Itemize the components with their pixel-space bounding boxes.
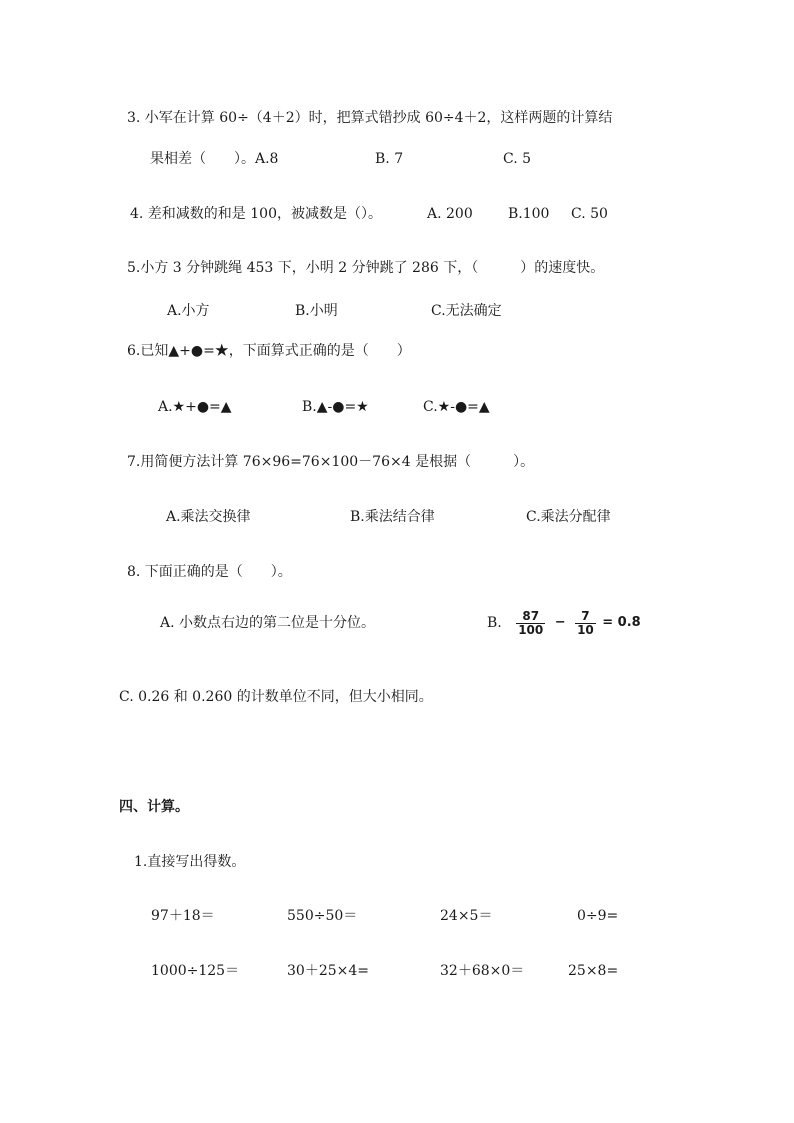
- section-heading: 四、计算。: [119, 799, 189, 815]
- fraction-7-10: [575, 610, 596, 637]
- q7-stem: 7.用简便方法计算 76×96=76×100－76×4 是根据（ ）。: [127, 454, 535, 470]
- fraction-numerator: 7: [575, 610, 596, 624]
- q6-option-a: A.★+●=▲: [158, 399, 232, 415]
- equation-result: = 0.8: [602, 615, 641, 630]
- q6-option-c: C.★-●=▲: [423, 399, 490, 415]
- q3-option-b: B. 7: [375, 151, 404, 167]
- fraction-denominator: 10: [577, 622, 594, 637]
- q5-stem: 5.小方 3 分钟跳绳 453 下，小明 2 分钟跳了 286 下，（ ）的速度快。: [127, 260, 605, 276]
- q8-option-a: A. 小数点右边的第二位是十分位。: [160, 615, 376, 631]
- calc-item: 550÷50＝: [287, 908, 358, 924]
- fraction-87-100: [516, 610, 545, 637]
- q4-option-c: C. 50: [571, 206, 608, 222]
- q3-line1: 3. 小军在计算 60÷（4＋2）时，把算式错抄成 60÷4＋2，这样两题的计算结: [127, 110, 613, 126]
- q4-option-b: B.100: [508, 206, 550, 222]
- calc-item: 32＋68×0＝: [440, 963, 525, 979]
- fraction-denominator: 100: [518, 622, 544, 637]
- q8-option-b-label: B.: [487, 615, 502, 631]
- calc-item: 24×5＝: [440, 908, 493, 924]
- calc-item: 0÷9=: [577, 908, 619, 924]
- calc-item: 97＋18＝: [151, 908, 215, 924]
- fraction-numerator: 87: [516, 610, 545, 624]
- q5-option-c: C.无法确定: [431, 303, 502, 319]
- q8-option-b: [487, 606, 641, 640]
- q5-option-a: A.小方: [167, 303, 210, 319]
- q6-option-b: B.▲-●=★: [302, 399, 369, 415]
- calc-item: 25×8=: [568, 963, 619, 979]
- q7-option-c: C.乘法分配律: [526, 509, 611, 525]
- q4-option-a: A. 200: [427, 206, 473, 222]
- calc-item: 30＋25×4=: [287, 963, 369, 979]
- calc-item: 1000÷125＝: [151, 963, 240, 979]
- q8-option-c: C. 0.26 和 0.260 的计数单位不同，但大小相同。: [119, 689, 433, 705]
- q7-option-b: B.乘法结合律: [350, 509, 435, 525]
- minus-sign: −: [554, 615, 566, 630]
- q3-line2: 果相差（ ）。A.8: [150, 151, 279, 167]
- q6-stem: 6.已知▲+●=★，下面算式正确的是（ ）: [127, 343, 411, 359]
- q3-option-c: C. 5: [503, 151, 532, 167]
- q7-option-a: A.乘法交换律: [166, 509, 251, 525]
- q5-option-b: B.小明: [295, 303, 338, 319]
- q4-stem: 4. 差和减数的和是 100，被减数是（）。: [130, 206, 382, 222]
- subsection-title: 1.直接写出得数。: [134, 854, 246, 870]
- q8-stem: 8. 下面正确的是（ ）。: [127, 564, 292, 580]
